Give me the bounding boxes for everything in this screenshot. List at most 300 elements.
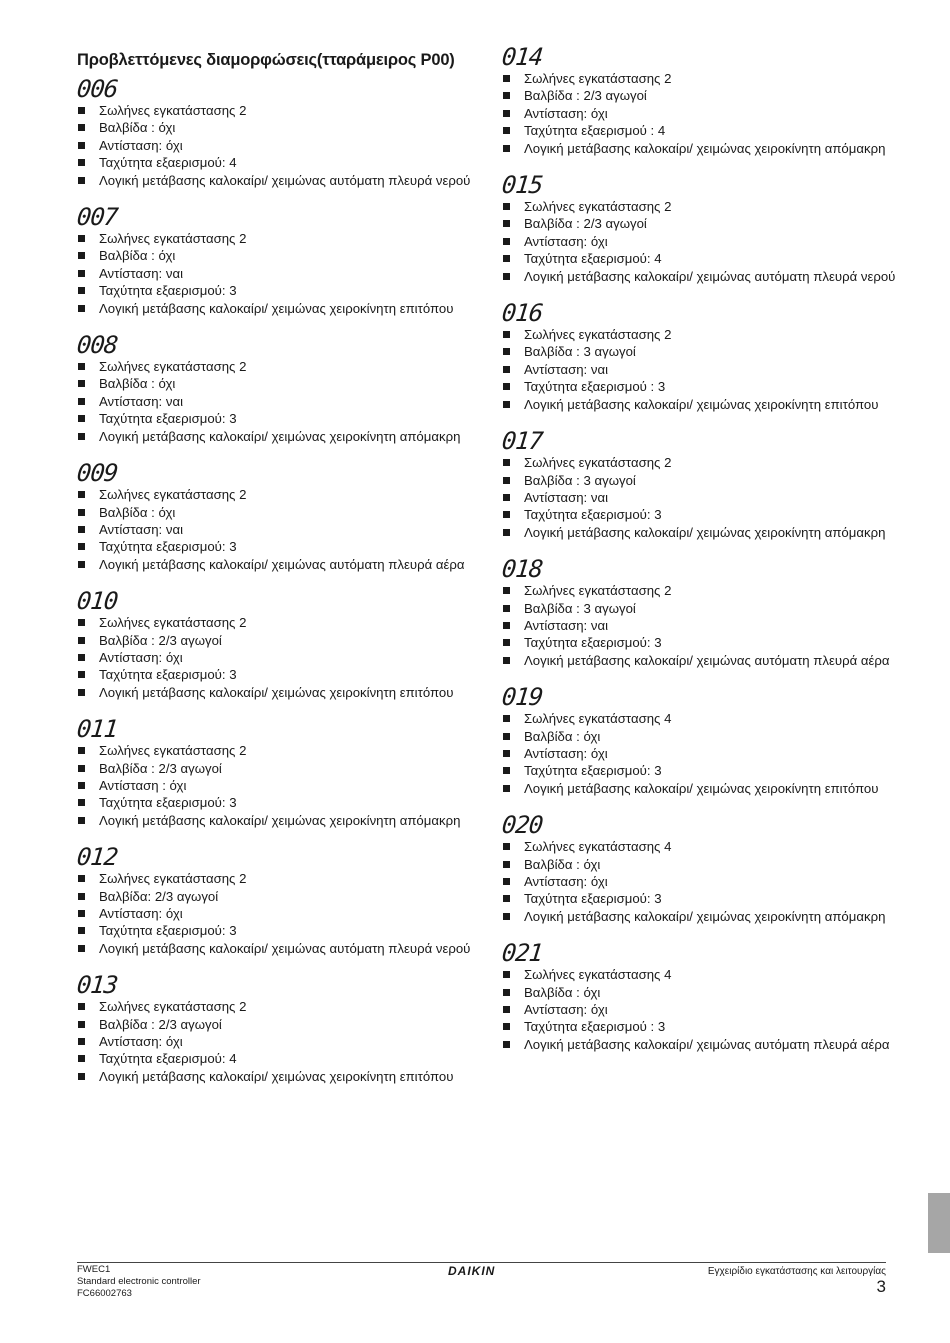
square-bullet-icon	[78, 875, 85, 882]
config-option-text: Λογική μετάβασης καλοκαίρι/ χειμώνας χειροκίνητη επιτόπου	[99, 300, 454, 316]
config-option-text: Βαλβίδα : 2/3 αγωγοί	[524, 216, 647, 232]
square-bullet-icon	[503, 75, 510, 82]
square-bullet-icon	[78, 654, 85, 661]
square-bullet-icon	[503, 273, 510, 280]
config-option-text: Ταχύτητα εξαερισμού: 3	[99, 411, 237, 427]
square-bullet-icon	[503, 494, 510, 501]
config-option-text: Λογική μετάβασης καλοκαίρι/ χειμώνας χειροκίνητη απόμακρη	[524, 140, 886, 156]
config-option	[502, 634, 902, 651]
config-option	[77, 1050, 477, 1067]
config-option	[77, 1068, 477, 1085]
config-option-text: Βαλβίδα : 3 αγωγοί	[524, 472, 636, 488]
config-option	[77, 428, 477, 445]
config-option	[502, 856, 902, 873]
config-option-text: Λογική μετάβασης καλοκαίρι/ χειμώνας αυτόματη πλευρά αέρα	[524, 1036, 890, 1052]
config-block	[77, 844, 477, 957]
config-code: 015	[500, 171, 544, 200]
square-bullet-icon	[503, 733, 510, 740]
config-option-list	[77, 870, 477, 957]
config-option-text: Λογική μετάβασης καλοκαίρι/ χειμώνας αυτόματη πλευρά αέρα	[524, 652, 890, 668]
config-option	[77, 230, 477, 247]
config-option-list	[77, 486, 477, 573]
config-option	[502, 617, 902, 634]
square-bullet-icon	[503, 895, 510, 902]
config-option-text: Αντίσταση: όχι	[524, 233, 608, 249]
square-bullet-icon	[78, 945, 85, 952]
square-bullet-icon	[503, 785, 510, 792]
config-option-text: Ταχύτητα εξαερισμού: 3	[524, 635, 662, 651]
config-option-list	[502, 582, 902, 669]
config-option-list	[502, 710, 902, 797]
config-option	[77, 684, 477, 701]
config-option	[77, 521, 477, 538]
config-option-list	[502, 326, 902, 413]
config-option-text: Βαλβίδα : όχι	[99, 376, 176, 392]
config-option-text: Λογική μετάβασης καλοκαίρι/ χειμώνας χειροκίνητη απόμακρη	[99, 428, 461, 444]
config-option	[502, 198, 902, 215]
config-option-text: Αντίσταση: όχι	[99, 906, 183, 921]
config-code: 011	[75, 715, 119, 744]
square-bullet-icon	[503, 913, 510, 920]
square-bullet-icon	[78, 433, 85, 440]
config-option	[77, 172, 477, 189]
left-column	[77, 44, 477, 1100]
square-bullet-icon	[78, 415, 85, 422]
config-code: 008	[75, 331, 119, 360]
config-option-list	[502, 966, 902, 1053]
square-bullet-icon	[503, 529, 510, 536]
square-bullet-icon	[503, 989, 510, 996]
square-bullet-icon	[503, 657, 510, 664]
config-option	[502, 1018, 902, 1035]
config-option	[502, 984, 902, 1001]
config-option-text: Αντίσταση: όχι	[524, 105, 608, 121]
square-bullet-icon	[503, 238, 510, 245]
square-bullet-icon	[78, 177, 85, 184]
config-option-text: Λογική μετάβασης καλοκαίρι/ χειμώνας χειροκίνητη επιτόπου	[99, 684, 454, 700]
config-option-list	[502, 454, 902, 541]
square-bullet-icon	[78, 252, 85, 259]
square-bullet-icon	[503, 92, 510, 99]
config-option	[502, 454, 902, 471]
square-bullet-icon	[78, 689, 85, 696]
square-bullet-icon	[78, 159, 85, 166]
square-bullet-icon	[78, 893, 85, 900]
config-option-text: Αντίσταση: ναι	[99, 521, 184, 537]
config-option-text: Βαλβίδα : 2/3 αγωγοί	[99, 632, 222, 648]
square-bullet-icon	[503, 220, 510, 227]
config-option-text: Αντίσταση: ναι	[524, 489, 609, 505]
config-option-text: Αντίσταση: ναι	[524, 361, 609, 377]
config-option	[502, 506, 902, 523]
config-option	[77, 265, 477, 282]
square-bullet-icon	[503, 477, 510, 484]
config-block	[502, 428, 902, 541]
config-option-text: Σωλήνες εγκατάστασης 2	[99, 615, 247, 631]
square-bullet-icon	[78, 910, 85, 917]
config-code: 019	[500, 683, 544, 712]
daikin-logo: DAIKIN	[448, 1264, 496, 1278]
square-bullet-icon	[78, 1073, 85, 1080]
square-bullet-icon	[503, 366, 510, 373]
config-option-text: Ταχύτητα εξαερισμού: 3	[99, 539, 237, 555]
config-option-text: Ταχύτητα εξαερισμού : 3	[524, 379, 666, 395]
square-bullet-icon	[78, 1038, 85, 1045]
square-bullet-icon	[78, 799, 85, 806]
config-option-text: Ταχύτητα εξαερισμού: 4	[99, 1051, 237, 1067]
config-option	[502, 652, 902, 669]
config-option-list	[77, 358, 477, 445]
square-bullet-icon	[503, 605, 510, 612]
config-option	[77, 393, 477, 410]
footer-manual-title: Εγχειρίδιο εγκατάστασης και λειτουργίας	[707, 1266, 886, 1277]
config-option	[77, 1033, 477, 1050]
config-option	[502, 890, 902, 907]
config-option-text: Αντίσταση: όχι	[99, 649, 183, 665]
config-block	[77, 332, 477, 445]
square-bullet-icon	[503, 767, 510, 774]
config-option-list	[502, 838, 902, 925]
square-bullet-icon	[78, 747, 85, 754]
config-code: 017	[500, 427, 544, 456]
config-option-list	[77, 742, 477, 829]
config-option-text: Αντίσταση: ναι	[524, 617, 609, 633]
square-bullet-icon	[78, 927, 85, 934]
config-block	[502, 172, 902, 285]
square-bullet-icon	[78, 619, 85, 626]
config-option	[502, 472, 902, 489]
config-option-text: Λογική μετάβασης καλοκαίρι/ χειμώνας χειροκίνητη επιτόπου	[524, 780, 879, 796]
square-bullet-icon	[503, 1006, 510, 1013]
config-option-text: Αντίσταση: όχι	[524, 1002, 608, 1018]
square-bullet-icon	[78, 671, 85, 678]
config-option-list	[77, 230, 477, 317]
config-option-text: Σωλήνες εγκατάστασης 2	[99, 871, 247, 887]
config-option-text: Σωλήνες εγκατάστασης 4	[524, 839, 672, 855]
square-bullet-icon	[503, 459, 510, 466]
config-option-text: Ταχύτητα εξαερισμού: 3	[99, 923, 237, 939]
square-bullet-icon	[78, 509, 85, 516]
square-bullet-icon	[78, 398, 85, 405]
config-option	[77, 154, 477, 171]
config-block	[502, 300, 902, 413]
square-bullet-icon	[78, 305, 85, 312]
config-option	[502, 762, 902, 779]
config-option	[77, 649, 477, 666]
left-config-list	[77, 76, 477, 1085]
config-block	[502, 556, 902, 669]
square-bullet-icon	[503, 401, 510, 408]
config-option	[77, 794, 477, 811]
config-option	[502, 70, 902, 87]
config-option	[502, 122, 902, 139]
square-bullet-icon	[78, 765, 85, 772]
config-option	[77, 760, 477, 777]
config-code: 012	[75, 843, 119, 872]
config-option-text: Ταχύτητα εξαερισμού : 4	[524, 123, 666, 139]
config-option-text: Σωλήνες εγκατάστασης 2	[524, 455, 672, 471]
square-bullet-icon	[78, 491, 85, 498]
config-option-list	[77, 102, 477, 189]
config-option-text: Σωλήνες εγκατάστασης 2	[524, 71, 672, 86]
square-bullet-icon	[78, 1003, 85, 1010]
config-option-text: Ταχύτητα εξαερισμού: 3	[524, 507, 662, 523]
config-option-text: Λογική μετάβασης καλοκαίρι/ χειμώνας αυτόματη πλευρά αέρα	[99, 556, 465, 572]
square-bullet-icon	[78, 817, 85, 824]
square-bullet-icon	[78, 561, 85, 568]
config-option	[77, 870, 477, 887]
config-block	[502, 812, 902, 925]
config-option	[77, 137, 477, 154]
square-bullet-icon	[503, 1041, 510, 1048]
config-option	[502, 582, 902, 599]
config-option	[77, 375, 477, 392]
config-option	[77, 888, 477, 905]
config-option	[502, 326, 902, 343]
square-bullet-icon	[78, 1055, 85, 1062]
footer-divider	[77, 1262, 886, 1263]
page-number: 3	[876, 1277, 886, 1296]
square-bullet-icon	[503, 715, 510, 722]
config-option	[502, 966, 902, 983]
config-option-text: Αντίσταση: όχι	[99, 137, 183, 153]
config-option-text: Βαλβίδα : όχι	[524, 984, 601, 1000]
right-column	[502, 44, 902, 1068]
config-option-text: Λογική μετάβασης καλοκαίρι/ χειμώνας χειροκίνητη απόμακρη	[524, 908, 886, 924]
square-bullet-icon	[78, 363, 85, 370]
config-code: 007	[75, 203, 119, 232]
config-option-text: Σωλήνες εγκατάστασης 4	[524, 967, 672, 983]
config-option-text: Βαλβίδα : 3 αγωγοί	[524, 600, 636, 616]
config-option	[77, 666, 477, 683]
footer-doc-code: FC66002763	[77, 1288, 132, 1299]
config-option-list	[502, 70, 902, 157]
square-bullet-icon	[503, 331, 510, 338]
config-option-text: Αντίσταση: ναι	[99, 393, 184, 409]
square-bullet-icon	[503, 843, 510, 850]
config-option-text: Ταχύτητα εξαερισμού: 3	[524, 891, 662, 907]
config-block	[502, 684, 902, 797]
config-block	[502, 940, 902, 1053]
square-bullet-icon	[503, 348, 510, 355]
config-option	[77, 632, 477, 649]
square-bullet-icon	[78, 380, 85, 387]
config-option-text: Αντίσταση: όχι	[524, 874, 608, 889]
footer-model: FWEC1	[77, 1264, 111, 1275]
config-block	[77, 972, 477, 1085]
config-option-text: Βαλβίδα : όχι	[99, 248, 176, 264]
config-option-text: Βαλβίδα : όχι	[99, 504, 176, 520]
config-option	[502, 908, 902, 925]
config-option-text: Ταχύτητα εξαερισμού: 3	[99, 667, 237, 683]
config-option-text: Σωλήνες εγκατάστασης 2	[524, 327, 672, 343]
config-option-list	[502, 198, 902, 285]
config-block	[77, 716, 477, 829]
config-option	[77, 905, 477, 922]
config-option-text: Ταχύτητα εξαερισμού: 3	[99, 283, 237, 299]
square-bullet-icon	[78, 270, 85, 277]
square-bullet-icon	[503, 587, 510, 594]
square-bullet-icon	[78, 235, 85, 242]
config-option-text: Αντίσταση : όχι	[99, 777, 187, 793]
square-bullet-icon	[78, 526, 85, 533]
config-option	[502, 105, 902, 122]
config-code: 006	[75, 75, 119, 103]
config-option-text: Ταχύτητα εξαερισμού: 4	[524, 251, 662, 267]
config-block	[77, 588, 477, 701]
config-code: 013	[75, 971, 119, 1000]
config-option	[77, 556, 477, 573]
config-option-text: Λογική μετάβασης καλοκαίρι/ χειμώνας χειροκίνητη επιτόπου	[99, 1068, 454, 1084]
square-bullet-icon	[78, 637, 85, 644]
config-option	[77, 102, 477, 119]
config-option-text: Λογική μετάβασης καλοκαίρι/ χειμώνας αυτόματη πλευρά νερού	[99, 172, 471, 188]
footer-doc-info	[77, 1264, 201, 1300]
config-option	[502, 343, 902, 360]
config-option-text: Ταχύτητα εξαερισμού: 3	[99, 795, 237, 811]
config-option	[502, 838, 902, 855]
square-bullet-icon	[503, 511, 510, 518]
config-block	[502, 44, 902, 157]
config-option-text: Βαλβίδα : 2/3 αγωγοί	[524, 88, 647, 104]
config-option	[77, 1016, 477, 1033]
config-option-list	[77, 998, 477, 1085]
square-bullet-icon	[503, 127, 510, 134]
config-option	[77, 538, 477, 555]
square-bullet-icon	[78, 543, 85, 550]
config-option	[502, 873, 902, 890]
config-option-text: Λογική μετάβασης καλοκαίρι/ χειμώνας χειροκίνητη επιτόπου	[524, 396, 879, 412]
square-bullet-icon	[503, 971, 510, 978]
config-option	[77, 742, 477, 759]
config-code: 020	[500, 811, 544, 840]
square-bullet-icon	[503, 110, 510, 117]
config-option	[502, 233, 902, 250]
square-bullet-icon	[78, 1021, 85, 1028]
config-option	[502, 140, 902, 157]
config-option-text: Ταχύτητα εξαερισμού : 3	[524, 1019, 666, 1035]
square-bullet-icon	[78, 107, 85, 114]
square-bullet-icon	[78, 287, 85, 294]
square-bullet-icon	[503, 861, 510, 868]
config-option-text: Βαλβίδα : όχι	[524, 728, 601, 744]
config-option-text: Αντίσταση: όχι	[524, 745, 608, 761]
square-bullet-icon	[503, 622, 510, 629]
config-option	[502, 268, 902, 285]
config-option	[502, 250, 902, 267]
config-option-text: Λογική μετάβασης καλοκαίρι/ χειμώνας χειροκίνητη απόμακρη	[524, 524, 886, 540]
square-bullet-icon	[503, 383, 510, 390]
side-tab-marker	[928, 1193, 950, 1253]
config-option	[502, 600, 902, 617]
config-option-text: Βαλβίδα : όχι	[99, 120, 176, 136]
config-code: 021	[500, 939, 544, 968]
config-option	[77, 282, 477, 299]
config-code: 010	[75, 587, 119, 616]
config-option-text: Λογική μετάβασης καλοκαίρι/ χειμώνας αυτόματη πλευρά νερού	[99, 940, 471, 956]
square-bullet-icon	[78, 782, 85, 789]
footer-product: Standard electronic controller	[77, 1276, 201, 1287]
config-option	[502, 780, 902, 797]
square-bullet-icon	[78, 124, 85, 131]
config-option	[77, 922, 477, 939]
config-option-text: Σωλήνες εγκατάστασης 2	[99, 487, 247, 503]
config-option	[502, 745, 902, 762]
config-option-text: Ταχύτητα εξαερισμού: 3	[524, 763, 662, 779]
config-option	[502, 1001, 902, 1018]
config-option-text: Σωλήνες εγκατάστασης 2	[99, 231, 247, 247]
square-bullet-icon	[503, 1023, 510, 1030]
config-block	[77, 204, 477, 317]
config-option	[502, 728, 902, 745]
config-option-text: Βαλβίδα : 3 αγωγοί	[524, 344, 636, 360]
config-option	[77, 119, 477, 136]
page-title: Προβλεττόμενες διαμορφώσεις(τταράμειρος P00)	[77, 51, 455, 69]
config-option-text: Λογική μετάβασης καλοκαίρι/ χειμώνας χειροκίνητη απόμακρη	[99, 812, 461, 828]
square-bullet-icon	[503, 145, 510, 152]
config-option	[502, 87, 902, 104]
config-option	[502, 215, 902, 232]
config-option-text: Σωλήνες εγκατάστασης 2	[99, 359, 247, 375]
config-code: 016	[500, 299, 544, 328]
square-bullet-icon	[503, 750, 510, 757]
config-option	[77, 777, 477, 794]
config-option-list	[77, 614, 477, 701]
square-bullet-icon	[503, 203, 510, 210]
square-bullet-icon	[503, 639, 510, 646]
config-option	[502, 524, 902, 541]
config-option	[77, 998, 477, 1015]
config-block	[77, 460, 477, 573]
square-bullet-icon	[78, 142, 85, 149]
config-option	[502, 378, 902, 395]
config-option-text: Σωλήνες εγκατάστασης 2	[99, 103, 247, 118]
config-option	[77, 247, 477, 264]
config-option-text: Σωλήνες εγκατάστασης 2	[99, 743, 247, 759]
right-config-list	[502, 44, 902, 1053]
config-option-text: Αντίσταση: όχι	[99, 1034, 183, 1050]
config-option-text: Λογική μετάβασης καλοκαίρι/ χειμώνας αυτόματη πλευρά νερού	[524, 268, 896, 284]
config-option-text: Σωλήνες εγκατάστασης 2	[99, 999, 247, 1015]
config-option	[77, 410, 477, 427]
config-option-text: Βαλβίδα : 2/3 αγωγοί	[99, 1016, 222, 1032]
config-option-text: Σωλήνες εγκατάστασης 2	[524, 583, 672, 599]
config-code: 009	[75, 459, 119, 488]
config-block	[77, 76, 477, 189]
config-option-text: Σωλήνες εγκατάστασης 2	[524, 199, 672, 215]
config-option-text: Βαλβίδα : 2/3 αγωγοί	[99, 760, 222, 776]
config-option-text: Ταχύτητα εξαερισμού: 4	[99, 155, 237, 171]
config-option-text: Αντίσταση: ναι	[99, 265, 184, 281]
config-option	[77, 300, 477, 317]
config-option	[77, 940, 477, 957]
config-option	[77, 358, 477, 375]
config-option	[502, 710, 902, 727]
config-option	[77, 812, 477, 829]
config-code: 018	[500, 555, 544, 584]
config-option	[502, 361, 902, 378]
config-option-text: Βαλβίδα : όχι	[524, 856, 601, 872]
config-option	[77, 504, 477, 521]
config-option	[502, 1036, 902, 1053]
square-bullet-icon	[503, 878, 510, 885]
square-bullet-icon	[503, 255, 510, 262]
config-option	[77, 614, 477, 631]
config-code: 014	[500, 43, 544, 71]
config-option	[77, 486, 477, 503]
config-option-text: Βαλβίδα: 2/3 αγωγοί	[99, 888, 219, 904]
config-option	[502, 489, 902, 506]
